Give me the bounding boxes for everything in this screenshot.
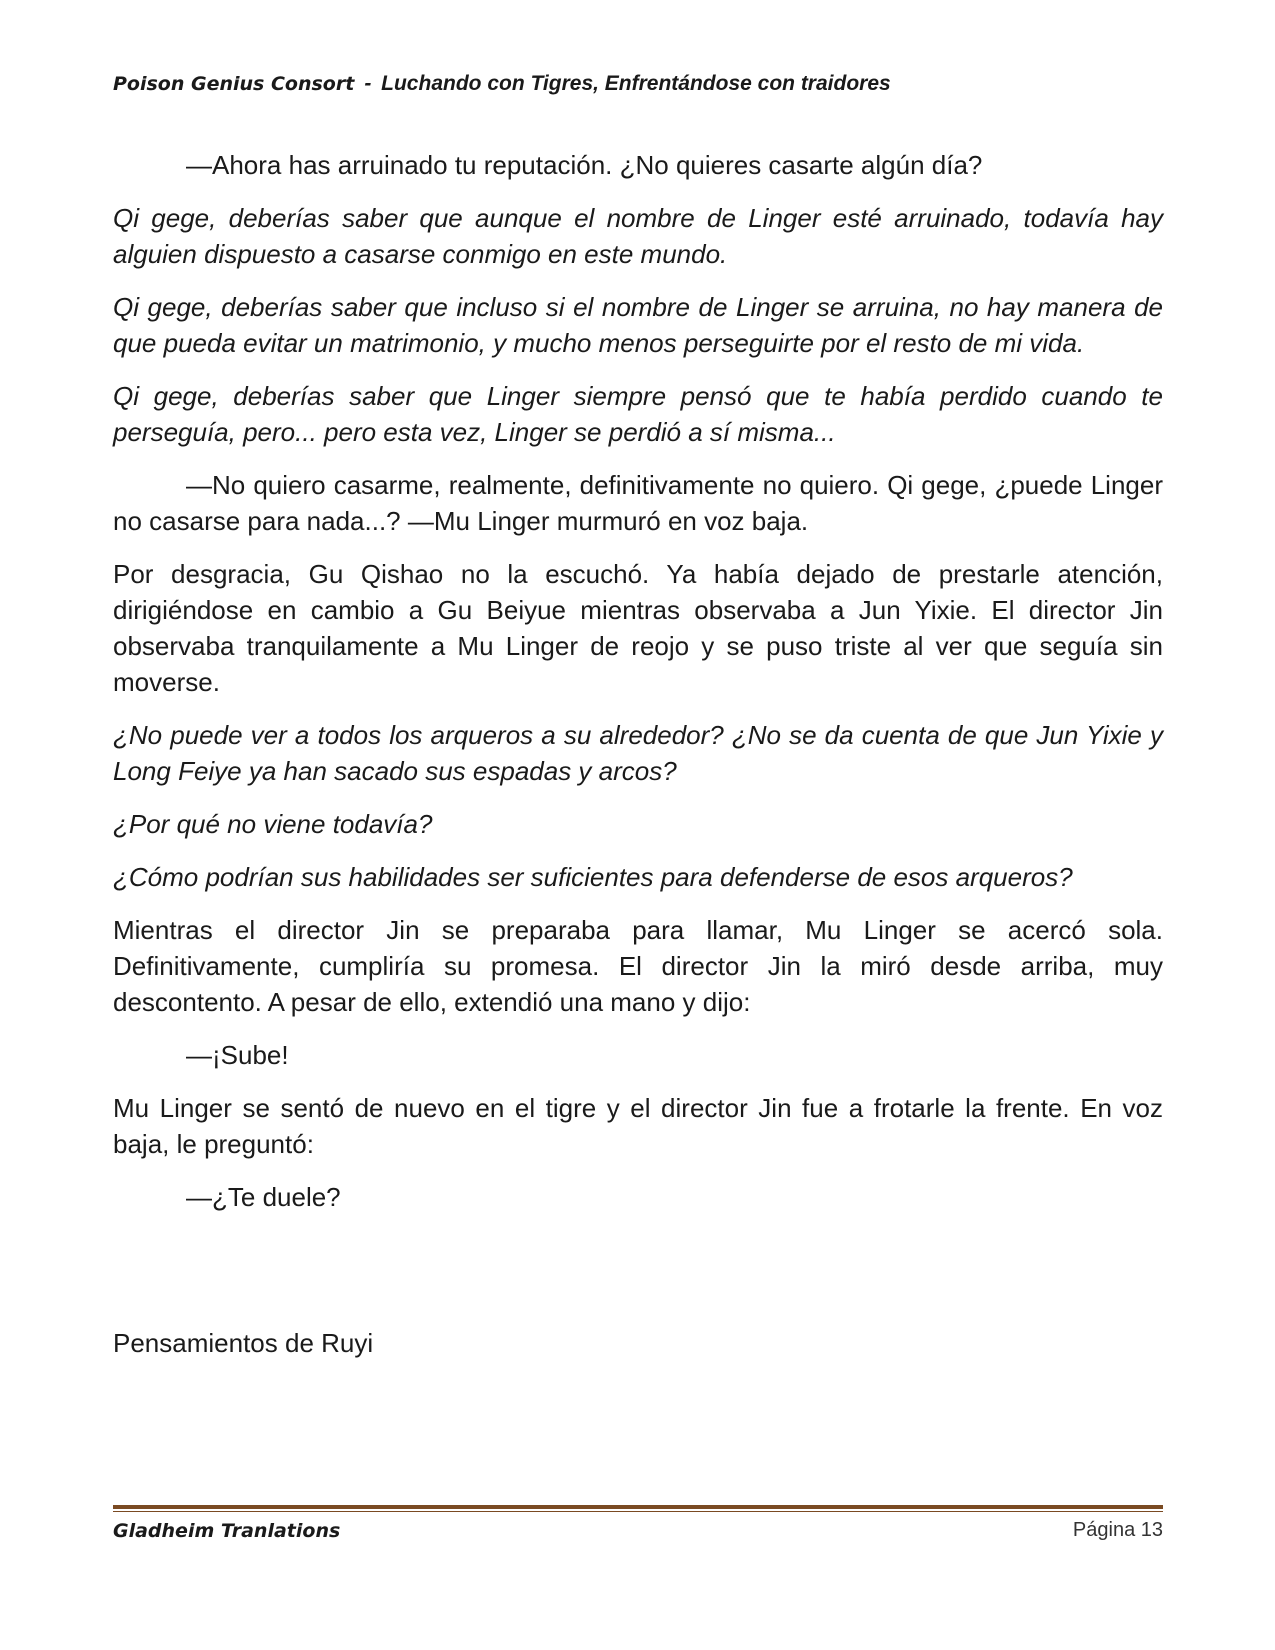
paragraph-dialogue: —¿Te duele? — [186, 1182, 341, 1212]
paragraph-thought: ¿Por qué no viene todavía? — [113, 809, 433, 839]
closing-note: Pensamientos de Ruyi — [113, 1328, 374, 1358]
footer-divider — [113, 1505, 1163, 1512]
page-header — [113, 72, 891, 96]
page-number: Página 13 — [1072, 1519, 1163, 1541]
book-title: Poison Genius Consort — [113, 73, 355, 95]
paragraph-narration: Mu Linger se sentó de nuevo en el tigre y el director Jin fue a frotarle la frente. En voz baja, le preguntó: — [113, 1093, 1163, 1159]
paragraph-thought: ¿No puede ver a todos los arqueros a su alrededor? ¿No se da cuenta de que Jun Yixie y Long Feiye ya han sacado sus espadas y arcos? — [113, 720, 1163, 786]
paragraph-dialogue: —No quiero casarme, realmente, definitivamente no quiero. Qi gege, ¿puede Linger no casarse para nada...? —Mu Linger murmuró en voz baja. — [113, 470, 1163, 536]
paragraph-thought: Qi gege, deberías saber que incluso si el nombre de Linger se arruina, no hay manera de que pueda evitar un matrimonio, y mucho menos perseguirte por el resto de mi vida. — [113, 292, 1163, 358]
paragraph-narration: Por desgracia, Gu Qishao no la escuchó. Ya había dejado de prestarle atención, dirigiéndose en cambio a Gu Beiyue mientras observaba a Jun Yixie. El director Jin observaba tranquilamente a Mu Linger de reojo y se puso triste al ver que seguía sin moverse. — [113, 559, 1163, 697]
paragraph-thought: Qi gege, deberías saber que aunque el nombre de Linger esté arruinado, todavía hay alguien dispuesto a casarse conmigo en este mundo. — [113, 203, 1163, 269]
header-separator: - — [364, 72, 372, 95]
paragraph-dialogue: —Ahora has arruinado tu reputación. ¿No quieres casarte algún día? — [186, 150, 983, 180]
chapter-title: Luchando con Tigres, Enfrentándose con traidores — [381, 72, 891, 95]
paragraph-thought: Qi gege, deberías saber que Linger siempre pensó que te había perdido cuando te perseguía, pero... pero esta vez, Linger se perdió a sí misma... — [113, 381, 1163, 447]
paragraph-thought: ¿Cómo podrían sus habilidades ser suficientes para defenderse de esos arqueros? — [113, 862, 1073, 892]
paragraph-dialogue: —¡Sube! — [186, 1040, 289, 1070]
paragraph-narration: Mientras el director Jin se preparaba para llamar, Mu Linger se acercó sola. Definitivamente, cumpliría su promesa. El director Jin la miró desde arriba, muy descontento. A pesar de ello, extendió una mano y dijo: — [113, 915, 1163, 1017]
page-body — [113, 147, 1163, 1378]
footer-publisher: Gladheim Tranlations — [113, 1520, 341, 1542]
